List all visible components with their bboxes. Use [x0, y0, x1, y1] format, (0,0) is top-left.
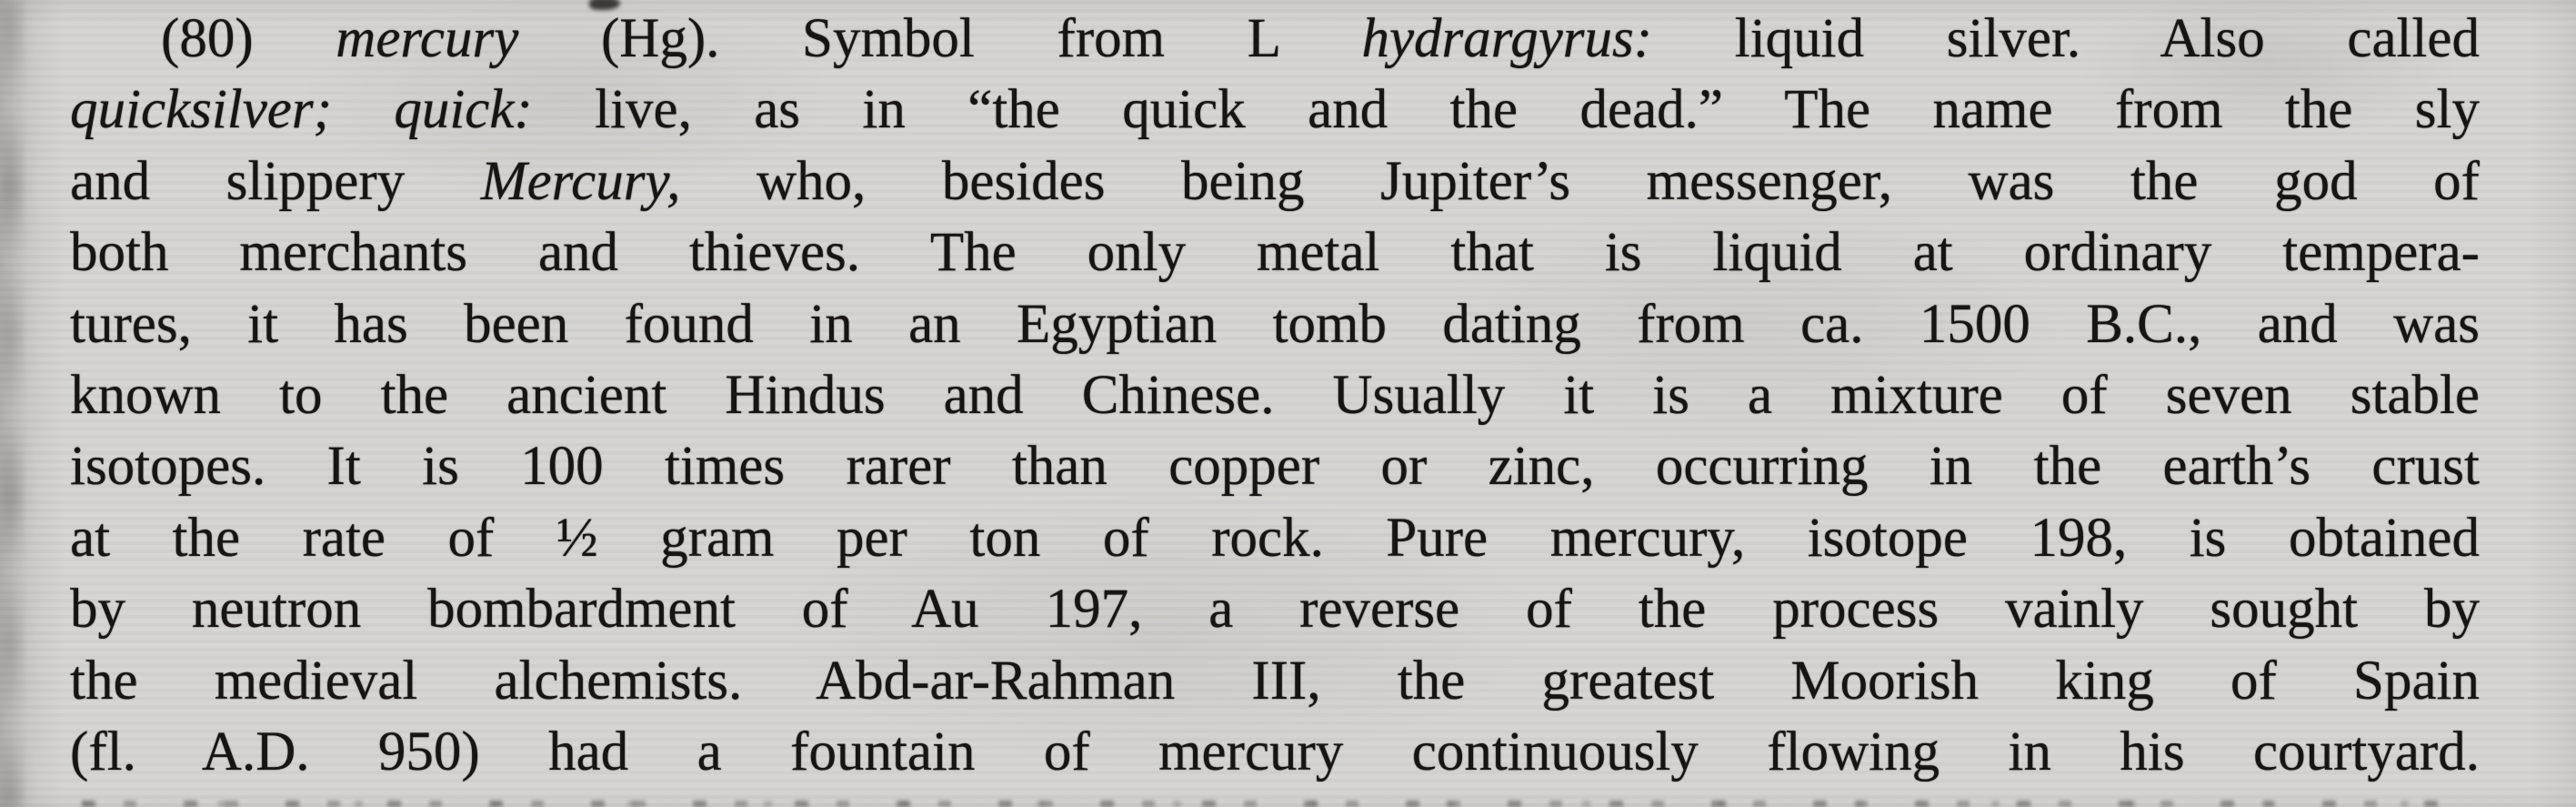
text-segment: by neutron bombardment of Au 197, a reverse of the process vainly sought by	[70, 579, 2480, 641]
text-segment: (Hg). Symbol from L	[518, 8, 1362, 69]
italic-text-segment: Mercury,	[480, 150, 681, 212]
italic-text-segment: hydrargyrus:	[1361, 8, 1653, 69]
text-line	[70, 146, 2480, 217]
text-segment: liquid silver. Also called	[1652, 8, 2480, 69]
text-segment: known to the ancient Hindus and Chinese. Usually it is a mixture of seven stable	[70, 365, 2480, 427]
text-segment: at the rate of ½ gram per ton of rock. Pure mercury, isotope 198, is obtained	[70, 507, 2480, 569]
text-segment: live, as in “the quick and the dead.” The name from the sly	[532, 79, 2480, 141]
text-segment: (fl. A.D. 950) had a fountain of mercury continuously flowing in his courtyard.	[70, 721, 2480, 783]
text-line	[70, 646, 2480, 717]
text-line	[70, 217, 2480, 288]
text-segment: (80)	[161, 8, 336, 69]
text-line	[70, 75, 2480, 146]
text-segment: and slippery	[70, 150, 481, 212]
text-line	[70, 574, 2480, 645]
text-segment: tures, it has been found in an Egyptian tomb dating from ca. 1500 B.C., and was	[70, 293, 2480, 355]
italic-text-segment: mercury	[336, 8, 519, 69]
text-line	[70, 503, 2480, 574]
text-line	[70, 289, 2480, 360]
italic-text-segment: quicksilver; quick:	[70, 79, 533, 141]
text-line	[70, 360, 2480, 431]
text-segment: isotopes. It is 100 times rarer than copper or zinc, occurring in the earth’s crust	[70, 436, 2480, 498]
text-segment: who, besides being Jupiter’s messenger, was the god of	[680, 150, 2480, 212]
cutoff-next-line	[82, 801, 2449, 807]
text-line	[70, 4, 2480, 75]
text-line	[70, 717, 2480, 788]
scan-edge-shadow	[0, 0, 22, 807]
text-segment: the medieval alchemists. Abd-ar-Rahman III, the greatest Moorish king of Spain	[70, 650, 2480, 711]
text-segment: both merchants and thieves. The only metal that is liquid at ordinary tempera-	[70, 222, 2480, 284]
text-line	[70, 431, 2480, 502]
paragraph	[70, 4, 2480, 788]
